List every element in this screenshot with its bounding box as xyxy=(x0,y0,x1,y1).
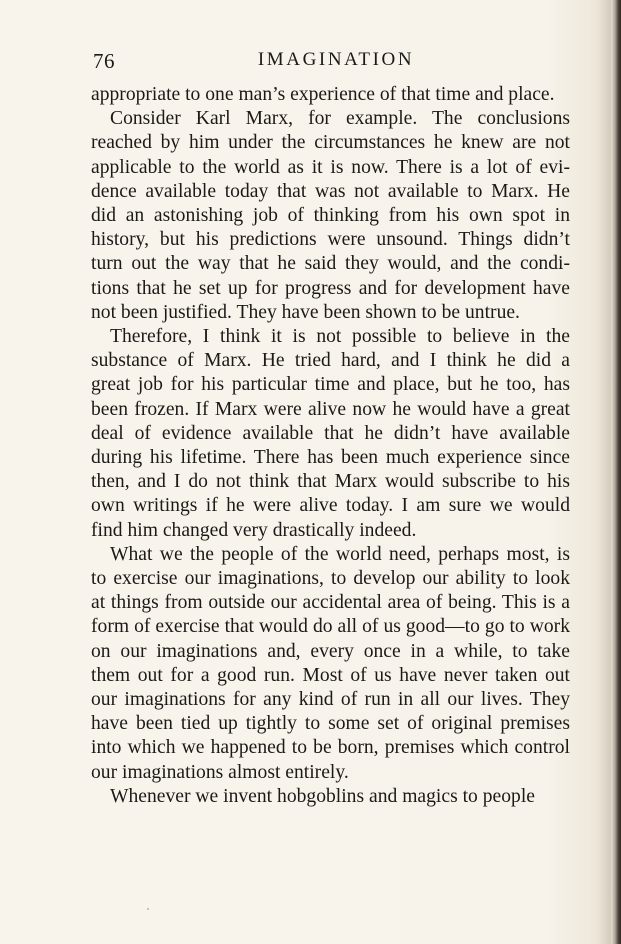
text-line: Whenever we invent hobgoblins and magics to people xyxy=(110,785,535,807)
text-line: at things from outside our accidental area of being. This is a xyxy=(91,592,570,614)
text-line: applicable to the world as it is now. There is a lot of evi- xyxy=(91,156,570,178)
text-line: own writings if he were alive today. I am sure we would xyxy=(91,495,570,517)
page-edge-shadow xyxy=(597,0,611,944)
body-text xyxy=(91,83,570,809)
text-line: form of exercise that would do all of us good—to go to work xyxy=(91,616,570,638)
text-line: history, but his predictions were unsound. Things didn’t xyxy=(91,229,570,251)
text-line: then, and I do not think that Marx would subscribe to his xyxy=(91,471,570,493)
text-line: our imaginations for any kind of run in all our lives. They xyxy=(91,689,570,711)
text-line: on our imaginations and, every once in a while, to take xyxy=(91,640,570,662)
text-line: Consider Karl Marx, for example. The conclusions xyxy=(110,108,570,130)
page-number: 76 xyxy=(93,49,115,73)
text-line: our imaginations almost entirely. xyxy=(91,761,349,783)
paragraph xyxy=(91,325,570,543)
text-line: to exercise our imaginations, to develop our ability to look xyxy=(91,568,570,590)
paper-speck xyxy=(147,908,149,910)
text-line: them out for a good run. Most of us have never taken out xyxy=(91,664,570,686)
paragraph xyxy=(91,107,570,325)
text-line: into which we happened to be born, premises which control xyxy=(91,737,570,759)
paragraph xyxy=(91,83,570,107)
text-line: during his lifetime. There has been much experience since xyxy=(91,447,570,469)
text-line: substance of Marx. He tried hard, and I think he did a xyxy=(91,350,570,372)
text-line: find him changed very drastically indeed. xyxy=(91,519,417,541)
text-line: Therefore, I think it is not possible to believe in the xyxy=(110,326,570,348)
text-line: tions that he set up for progress and for development have xyxy=(91,277,570,299)
paragraph xyxy=(91,785,570,809)
page-binding-edge xyxy=(611,0,621,944)
text-line: have been tied up tightly to some set of original premises xyxy=(91,713,570,735)
page-header xyxy=(93,49,571,75)
text-line: deal of evidence available that he didn’t have available xyxy=(91,422,570,444)
running-head: IMAGINATION xyxy=(257,49,415,70)
text-line: appropriate to one man’s experience of that time and place. xyxy=(91,84,555,105)
text-line: What we the people of the world need, perhaps most, is xyxy=(110,543,570,565)
text-line: not been justified. They have been shown to be untrue. xyxy=(91,301,520,323)
text-line: turn out the way that he said they would, and the condi- xyxy=(91,253,570,275)
text-line: did an astonishing job of thinking from his own spot in xyxy=(91,205,570,227)
text-line: reached by him under the circumstances he knew are not xyxy=(91,132,570,154)
text-line: dence available today that was not available to Marx. He xyxy=(91,180,570,202)
text-line: been frozen. If Marx were alive now he would have a great xyxy=(91,398,570,420)
text-line: great job for his particular time and place, but he too, has xyxy=(91,374,570,396)
paragraph xyxy=(91,543,570,785)
